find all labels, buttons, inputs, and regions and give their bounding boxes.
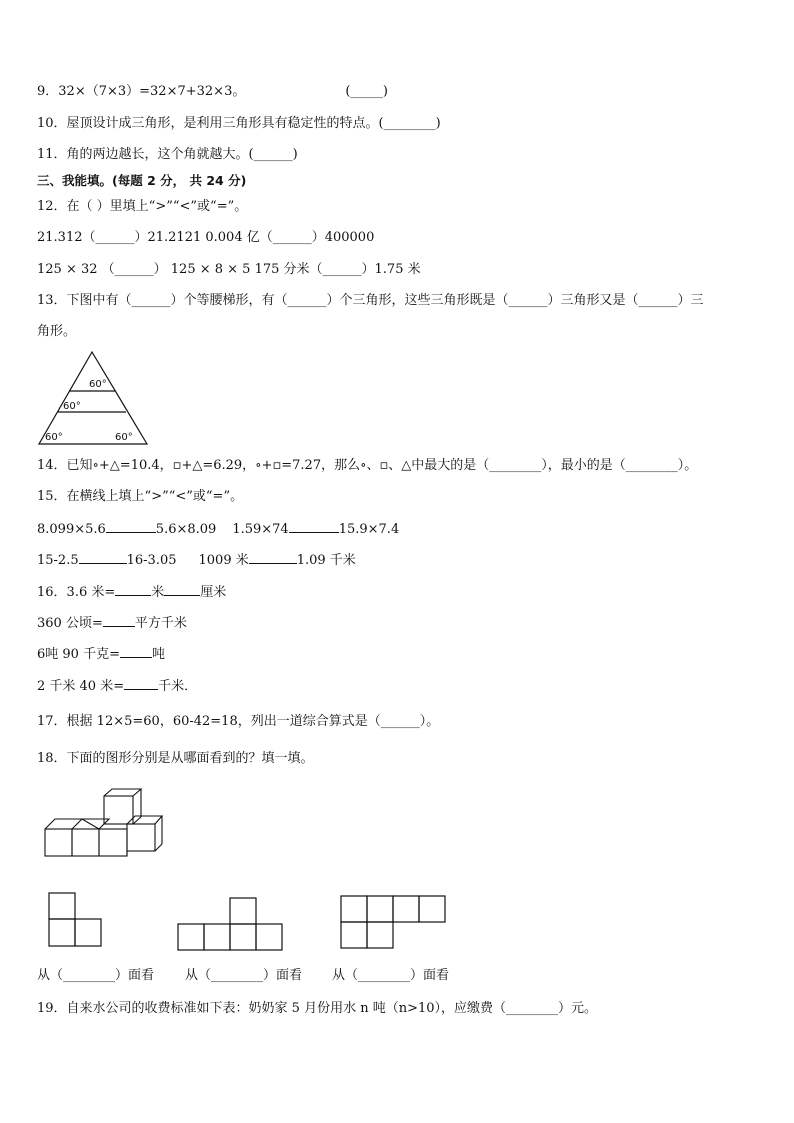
question-16-row-4: 2 千米 40 米= 千米． xyxy=(37,679,198,694)
angle-label-bottom-left: 60° xyxy=(45,432,63,443)
question-15: 15．在横线上填上“>”“<”或“=”。 xyxy=(37,489,244,504)
angle-label-mid: 60° xyxy=(63,401,81,412)
question-18-answer-2: 从（________）面看 xyxy=(185,968,303,983)
view-1-figure xyxy=(48,892,104,948)
question-18: 18．下面的图形分别是从哪面看到的？填一填。 xyxy=(37,751,314,766)
question-13-line-1: 13．下图中有（______）个等腰梯形，有（______）个三角形，这些三角形既是（______）三角形又是（______）三 xyxy=(37,293,704,308)
question-15-row-2: 15-2.5 16-3.05 1009 米 1.09 千米 xyxy=(37,553,356,568)
question-13-line-2: 角形。 xyxy=(37,324,77,339)
angle-label-bottom-right: 60° xyxy=(115,432,133,443)
question-16-row-3: 6吨 90 千克= 吨 xyxy=(37,647,165,662)
question-11: 11．角的两边越长，这个角就越大。(______) xyxy=(37,147,298,162)
angle-label-top: 60° xyxy=(89,379,107,390)
triangle-figure xyxy=(37,350,149,446)
question-15-row-1: 8.099×5.6 5.6×8.09 1.59×74 15.9×7.4 xyxy=(37,522,400,537)
question-17: 17．根据 12×5=60，60-42=18，列出一道综合算式是（______）。 xyxy=(37,714,440,729)
question-12: 12．在（ ）里填上“>”“<”或“=”。 xyxy=(37,199,248,214)
section-3-heading: 三、我能填。(每题 2 分， 共 24 分) xyxy=(37,173,247,188)
question-10: 10．屋顶设计成三角形，是利用三角形具有稳定性的特点。(________) xyxy=(37,116,441,131)
question-12-row-2: 125 × 32 （______） 125 × 8 × 5 175 分米（______）1.75 米 xyxy=(37,262,421,277)
cube-stack-figure xyxy=(43,788,167,860)
question-12-row-1: 21.312（______）21.2121 0.004 亿（______）400000 xyxy=(37,230,375,245)
view-2-figure xyxy=(177,897,285,953)
question-9: 9．32×（7×3）=32×7+32×3。 (_____) xyxy=(37,84,388,99)
question-19: 19．自来水公司的收费标准如下表：奶奶家 5 月份用水 n 吨（n>10），应缴费（________）元。 xyxy=(37,1001,598,1016)
question-14: 14．已知∘+△=10.4，▫+△=6.29，∘+▫=7.27，那么∘、▫、△中最大的是（________），最小的是（________）。 xyxy=(37,458,698,473)
question-18-answer-3: 从（________）面看 xyxy=(332,968,450,983)
question-18-answer-1: 从（________）面看 xyxy=(37,968,155,983)
question-16: 16．3.6 米= 米 厘米 xyxy=(37,585,227,600)
view-3-figure xyxy=(340,895,448,951)
question-16-row-2: 360 公顷= 平方千米 xyxy=(37,616,187,631)
